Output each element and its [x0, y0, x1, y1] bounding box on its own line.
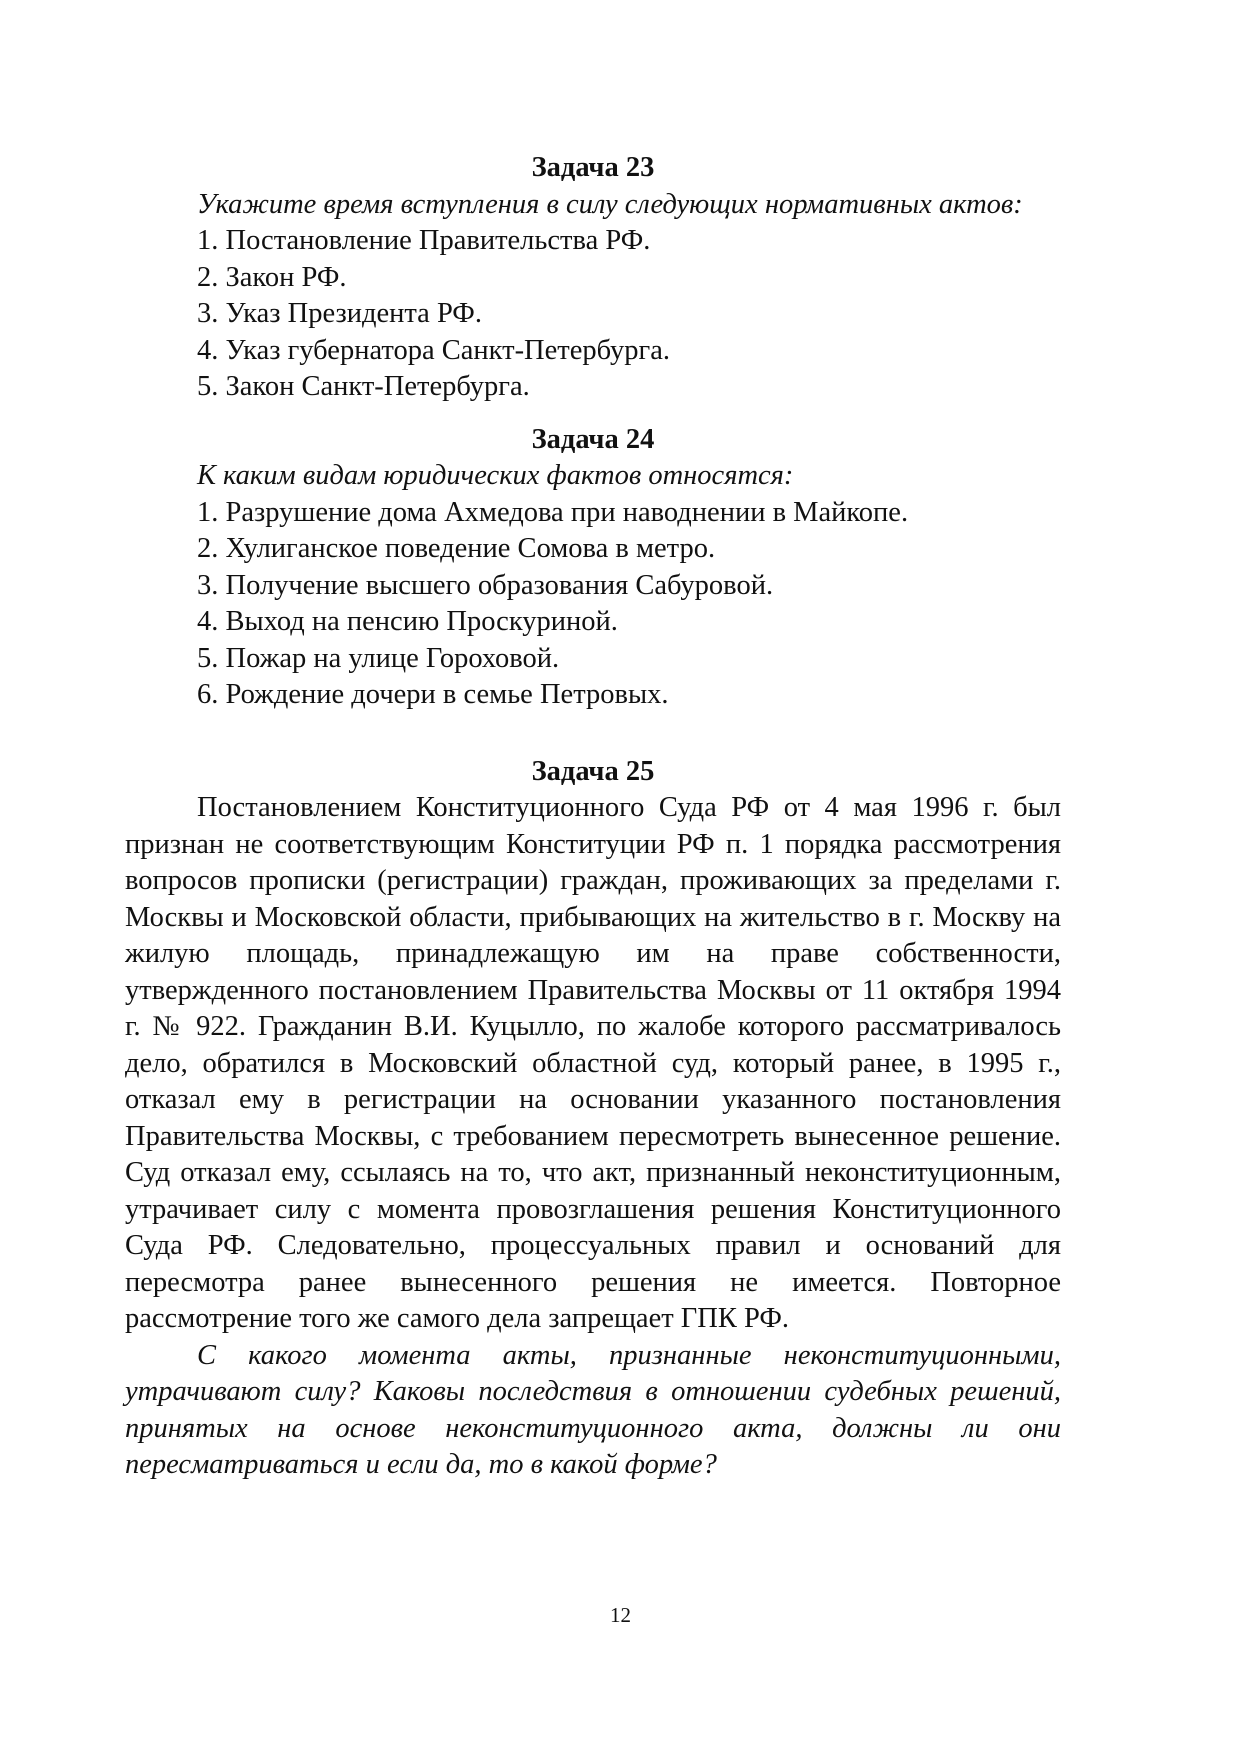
task-24-list: [125, 495, 1061, 714]
task-25-title: Задача 25: [531, 755, 655, 787]
list-item: 1. Постановление Правительства РФ.: [197, 225, 651, 256]
list-item: 2. Хулиганское поведение Сомова в метро.: [197, 533, 716, 564]
task-24: [125, 422, 1061, 714]
list-item: 5. Пожар на улице Гороховой.: [197, 642, 560, 674]
task-24-title: Задача 24: [531, 423, 655, 455]
task-25-question: С какого момента акты, признанные неконституционными, утрачивают силу? Каковы последствия в отношении судебных решений, принятых на основе неконституционного акта, должны ли они пересматриваться и если да, то в какой форме?: [125, 1339, 1061, 1480]
task-24-prompt: К каким видам юридических фактов относятся:: [197, 460, 794, 491]
task-25: [125, 754, 1061, 1484]
task-23: [125, 150, 1061, 406]
list-item: 6. Рождение дочери в семье Петровых.: [197, 679, 669, 710]
list-item: 4. Указ губернатора Санкт-Петербурга.: [197, 334, 671, 366]
page-number: 12: [610, 1603, 631, 1627]
spacer: [125, 406, 1061, 422]
list-item: 4. Выход на пенсию Проскуриной.: [197, 606, 618, 637]
list-item: 3. Указ Президента РФ.: [197, 298, 482, 329]
task-23-title: Задача 23: [531, 152, 655, 183]
list-item: 1. Разрушение дома Ахмедова при наводнении в Майкопе.: [197, 496, 909, 528]
list-item: 2. Закон РФ.: [197, 261, 347, 293]
task-25-body: Постановлением Конституционного Суда РФ от 4 мая 1996 г. был признан не соответствующим Конституции РФ п. 1 порядка рассмотрения вопросов прописки (регистрации) граждан, проживающих за пределами г. Москвы и Московской области, прибывающих на жительство в г. Москву на жилую площадь, принадлежащую им на праве собственности, утвержденного постановлением Правительства Москвы от 11 октября 1994 г. № 922. Гражданин В.И. Куцылло, по жалобе которого рассматривалось дело, обратился в Московский областной суд, который ранее, в 1995 г., отказал ему в регистрации на основании указанного постановления Правительства Москвы, с требованием пересмотреть вынесенное решение. Суд отказал ему, ссылаясь на то, что акт, признанный неконституционным, утрачивает силу с момента провозглашения решения Конституционного Суда РФ. Следовательно, процессуальных правил и оснований для пересмотра ранее вынесенного решения не имеется. Повторное рассмотрение того же самого дела запрещает ГПК РФ.: [125, 792, 1061, 1334]
list-item: 3. Получение высшего образования Сабуровой.: [197, 569, 774, 601]
task-23-list: [125, 223, 1061, 406]
task-23-prompt: Укажите время вступления в силу следующих нормативных актов:: [197, 188, 1023, 220]
document-page: [125, 150, 1061, 1484]
spacer: [125, 714, 1061, 754]
list-item: 5. Закон Санкт-Петербурга.: [197, 371, 530, 402]
